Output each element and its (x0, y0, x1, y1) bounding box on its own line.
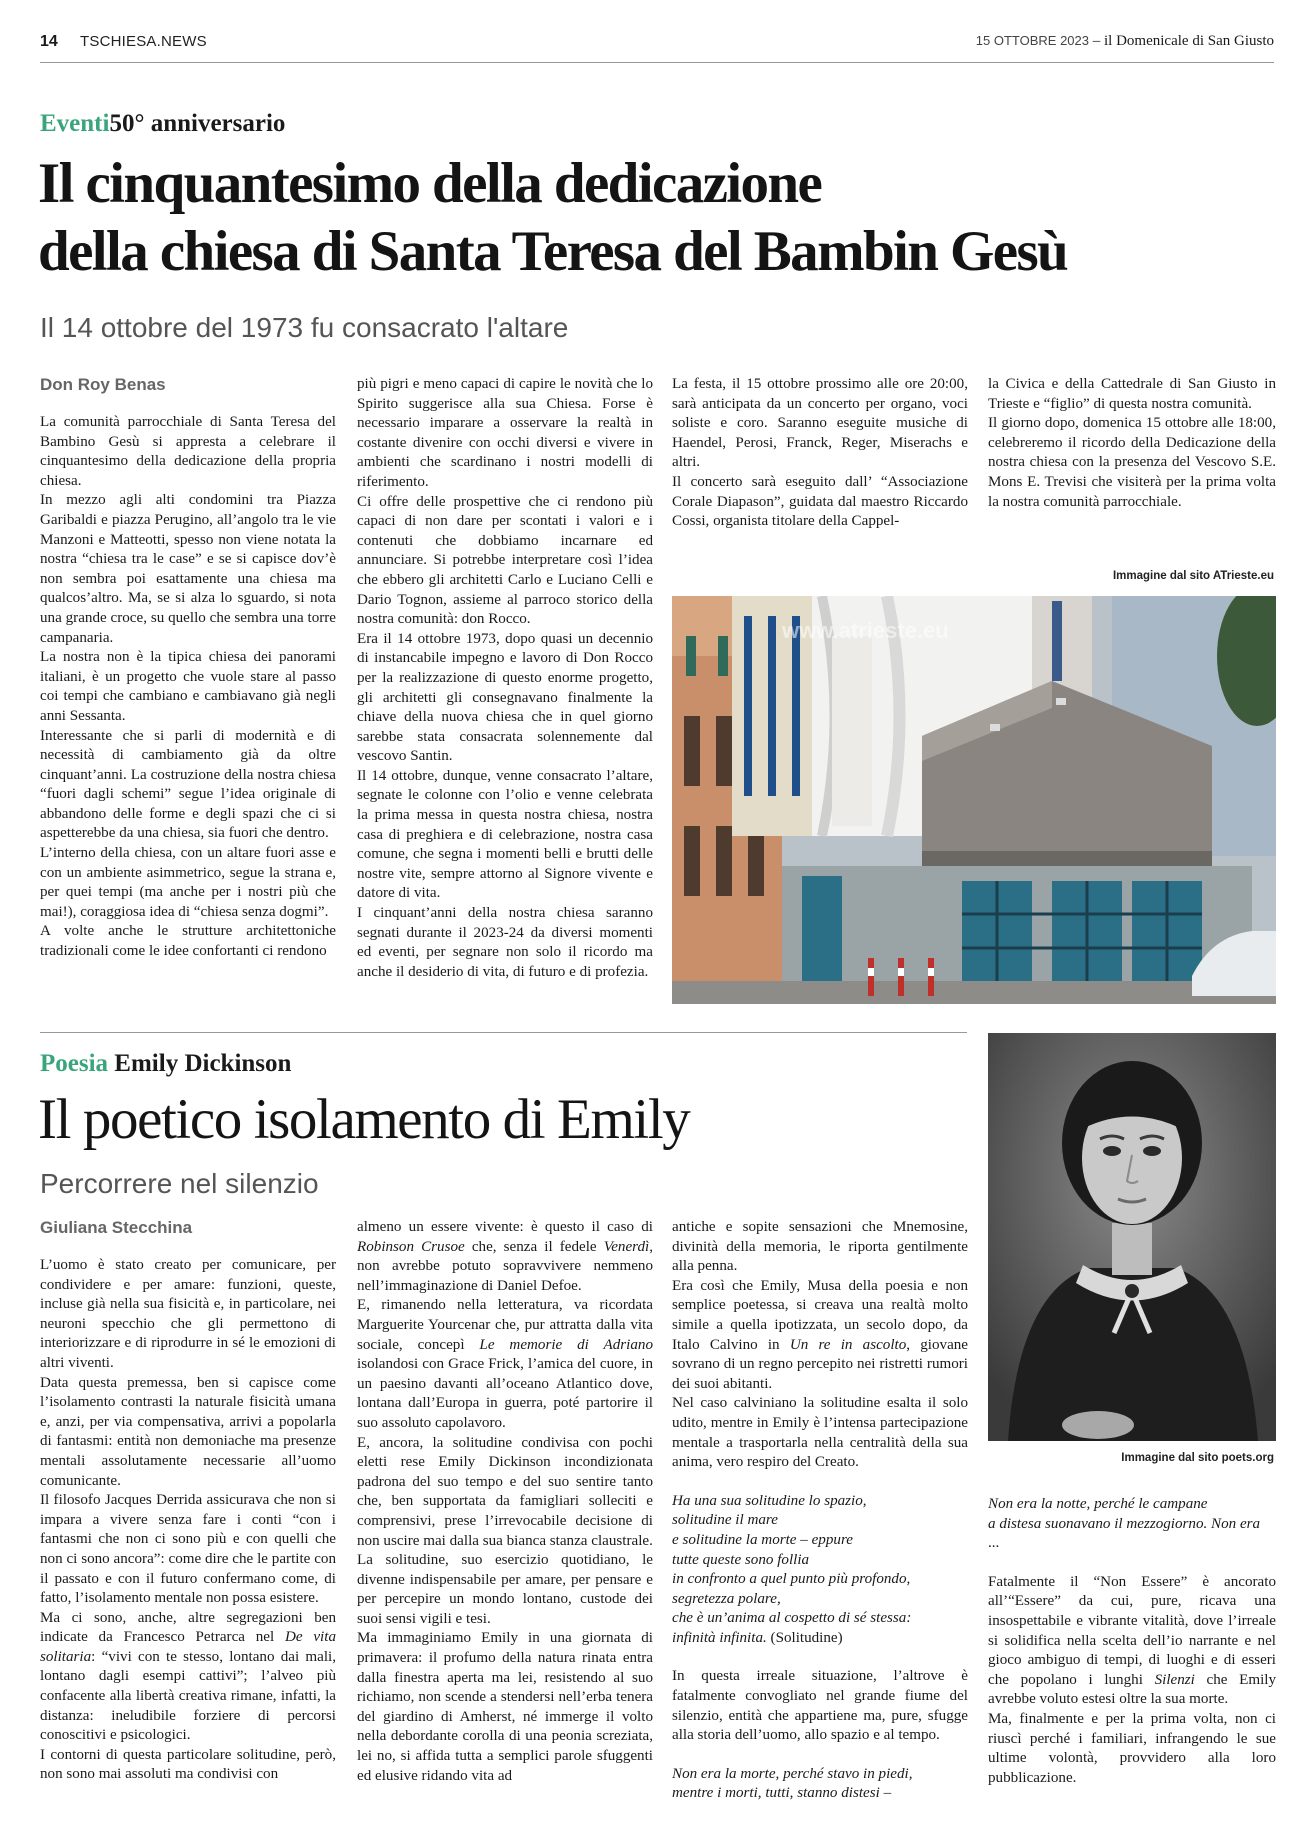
title-line-1: Il cinquantesimo della dedicazione (38, 152, 822, 215)
poem-line: mentre i morti, tutti, stanno distesi – (672, 1785, 892, 1802)
paragraph: Il concerto sarà eseguito dall’ “Associazione Corale Diapason”, guidata dal maestro Riccardo Cossi, organista titolare della Cappel- (672, 473, 968, 530)
article2-subtitle: Percorrere nel silenzio (40, 1168, 319, 1199)
poem-line: segretezza polare, (672, 1590, 781, 1607)
text-span: , giovane sovrano di un regno percepito nei ristretti rumori dei suoi abitanti. (672, 1336, 968, 1392)
kicker-section: Eventi (40, 110, 110, 137)
poem-line: Non era la morte, perché stavo in piedi, (672, 1765, 913, 1782)
poem-line: che è un’anima al cospetto di sé stessa: (672, 1610, 912, 1627)
paragraph: la Civica e della Cattedrale di San Giusto in Trieste e “figlio” di questa nostra comunità. (988, 376, 1276, 412)
paragraph: In mezzo agli alti condomini tra Piazza Garibaldi e piazza Perugino, all’angolo tra le vie Manzoni e Matteotti, spesso non viene notata la nostra “chiesa tra le case” e se si capisce dov’è non sembra poi esattamente una chiesa ma qualcos’altro. Ma, se si alza lo sguardo, si nota una grande croce, su quello che sembra una torre campanaria. (40, 492, 336, 646)
text-span: isolandosi con Grace Frick, l’amica del cuore, in un paesino davanti all’oceano Atlantico dove, lontana dall’Europa in guerra, poté partorire il suo assoluto capolavoro. (357, 1356, 653, 1431)
article1-column-2 (357, 375, 653, 1015)
issue-date (976, 33, 1274, 55)
paragraph: I cinquant’anni della nostra chiesa saranno segnati durante il 2023-24 da diversi momenti ed eventi, per segnare non solo il ricordo ma anche il desiderio di vita, di futuro e di profezia. (357, 905, 653, 980)
article1-column-4 (988, 375, 1276, 535)
paragraph: L’interno della chiesa, con un altare fuori asse e con un ambiente asimmetrico, segue la strana e, per quei tempi (ma anche per i nostri più che mai!), coraggiosa idea di “chiesa senza dogmi”. (40, 845, 336, 920)
portrait-illustration (988, 1033, 1276, 1441)
paragraph: Nel caso calviniano la solitudine esalta il solo udito, mentre in Emily è l’intensa partecipazione mentale a trasportarla nella centralità della sua anima, vero respiro del Creato. (672, 1395, 968, 1471)
book-title: Le memorie di Adriano (479, 1336, 653, 1353)
poem-line: e solitudine la morte – eppure (672, 1531, 853, 1548)
paragraph: Ma, finalmente e per la prima volta, non ci riuscì perché i familiari, infrangendo le sue ultime volontà, provvidero alla loro pubblicazione. (988, 1710, 1276, 1786)
poem-line: a distesa suonavano il mezzogiorno. Non era (988, 1515, 1261, 1532)
emily-dickinson-photo (988, 1033, 1276, 1441)
text-span: almeno un essere vivente: è questo il caso di (357, 1219, 653, 1235)
article1-photo-caption: Immagine dal sito ATrieste.eu (1112, 570, 1274, 582)
text-span: che Emily avrebbe voluto estesi oltre la sua morte. (988, 1671, 1276, 1708)
character-name: Venerdì (603, 1238, 650, 1255)
paragraph: A volte anche le strutture architettoniche tradizionali come le idee confortanti ci rendono (40, 923, 336, 960)
text-span: Fatalmente il “Non Essere” è ancorato all’“Essere” da cui, pure, ricava una insospettabile e vibrante vitalità, dove l’irreale si solidifica nella scelta dell’io narrante e nel gioco ambiguo di tempi, di luoghi e di esseri che popolano i lunghi (988, 1573, 1276, 1688)
paragraph (40, 1609, 336, 1746)
poem-line: Ha una sua solitudine lo spazio, (672, 1492, 867, 1509)
kicker-topic: 50° anniversario (109, 110, 286, 137)
book-title: Robinson Crusoe (357, 1238, 465, 1255)
poem-ellipsis: ... (988, 1535, 1000, 1552)
paragraph (672, 1277, 968, 1395)
article2-title: Il poetico isolamento di Emily (38, 1088, 690, 1151)
paragraph: Data questa premessa, ben si capisce come l’isolamento contrasti la naturale fisicità umana e, anzi, per via compensativa, arrivi a popolarla di fantasmi: entità non demoniache ma presenze mentali assolutamente necessarie all’uomo comunicante. (40, 1374, 336, 1489)
article2-photo-caption: Immagine dal sito poets.org (1121, 1452, 1274, 1464)
site-name: TSCHIESA.NEWS (80, 33, 207, 50)
article2-column-1 (40, 1256, 336, 1836)
paragraph: Ci offre delle prospettive che ci rendono più capaci di non dare per scontati i valori e i contenuti che dobbiamo incarnare ed annunciare. Si potrebbe interpretare così l’idea che ebbero gli architetti Carlo e Luciano Celli e Dario Tognon, assieme al parroco storico della nostra comunità: don Rocco. (357, 493, 653, 628)
article2-kicker (40, 1050, 291, 1078)
church-building-illustration (672, 596, 1276, 1004)
paragraph: In questa irreale situazione, l’altrove è fatalmente convogliato nel grande fiume del silenzio, entità che appartiene ma, pure, sfugge alla storia dell’uomo, allo spazio e al tempo. (672, 1668, 968, 1744)
page-number: 14 (40, 33, 58, 50)
paragraph: La festa, il 15 ottobre prossimo alle ore 20:00, sarà anticipata da un concerto per organo, voci soliste e coro. Saranno eseguite musiche di Haendel, Perosi, Franck, Reger, Miserachs e altri. (672, 376, 968, 471)
article1-column-1 (40, 413, 336, 1013)
paragraph (357, 1218, 653, 1296)
header-rule (40, 62, 1274, 63)
poem-line: solitudine il mare (672, 1512, 778, 1529)
paragraph: I contorni di questa particolare solitudine, però, non sono mai assoluti ma condivisi con (40, 1746, 336, 1783)
paragraph: Il 14 ottobre, dunque, venne consacrato l’altare, segnate le colonne con l’olio e venne celebrata la prima messa in questa nostra chiesa, nostra casa di preghiera e di celebrazione, nostra casa comune, che segna i momenti belli e brutti delle nostre vite, sempre attorno al Signore vivente e datore di vita. (357, 767, 653, 902)
publication-name: il Domenicale di San Giusto (1104, 33, 1274, 49)
article1-kicker (40, 110, 285, 138)
poem-excerpt-1 (672, 1765, 968, 1804)
paragraph: E, ancora, la solitudine condivisa con pochi eletti rese Emily Dickinson incondizionata padrona del suo tempo e del suo sentire tanto che, ben supportata da famigliari solleciti e comprensivi, prese l’irrevocabile decisione di non uscire mai dalla sua bianca stanza claustrale. (357, 1434, 653, 1549)
kicker-topic: Emily Dickinson (114, 1050, 292, 1077)
poem-source: (Solitudine) (766, 1629, 843, 1646)
paragraph: L’uomo è stato creato per comunicare, per condividere e per amare: funzioni, queste, incluse già nella sua fisicità e, in particolare, nei neuroni specchio che gli permettono di interiorizzare e di riprodurre in sé le emozioni di altri viventi. (40, 1257, 336, 1371)
poem-line: tutte queste sono follia (672, 1551, 810, 1568)
paragraph (357, 1296, 653, 1433)
article1-author: Don Roy Benas (40, 375, 166, 394)
text-span: Era così che Emily, Musa della poesia e non semplice poetessa, si creava una realtà molto simile a quella ipotizzata, un secolo dopo, da Italo Calvino in (672, 1277, 968, 1353)
text-span: E, rimanendo nella letteratura, va ricordata Marguerite Yourcenar che, pur attratta dalla vita sociale, concepì (357, 1297, 653, 1353)
photo-watermark: www.atrieste.eu (782, 618, 949, 643)
paragraph: Il giorno dopo, domenica 15 ottobre alle 18:00, celebreremo il ricordo della Dedicazione della nostra chiesa con la presenza del Vescovo S.E. Mons E. Trevisi che visiterà per la prima volta la nostra comunità parrocchiale. (988, 415, 1276, 510)
date-text: 15 OTTOBRE 2023 (975, 33, 1090, 48)
book-title: De vita solitaria (40, 1629, 336, 1665)
date-separator: – (1089, 33, 1105, 49)
article2-author: Giuliana Stecchina (40, 1218, 193, 1237)
text-span: : “vivi con te stesso, lontano dai mali, lontano dagli esempi cattivi”; l’alveo più confacente alla libertà creativa rimane, infatti, la distanza: ineludibile forziere di percorsi conoscitivi e psicologici. (40, 1648, 336, 1744)
article1-subtitle: Il 14 ottobre del 1973 fu consacrato l'altare (40, 312, 569, 343)
poem-solitudine (672, 1492, 968, 1649)
section-rule (40, 1032, 967, 1033)
article2-column-4 (988, 1495, 1276, 1836)
book-title: Un re in ascolto (789, 1336, 907, 1353)
text-span: che, senza il fedele (464, 1238, 604, 1255)
poem-line: in confronto a quel punto più profondo, (672, 1571, 911, 1588)
article1-title (38, 150, 1278, 286)
paragraph (988, 1573, 1276, 1710)
poem-excerpt-2 (988, 1495, 1276, 1554)
kicker-section: Poesia (40, 1050, 109, 1077)
paragraph: Ma immaginiamo Emily in una giornata di primavera: il profumo della natura rinata entra dalla finestra aperta ma lei, resistendo al suo richiamo, non scende a stendersi nell’erba tenera del giardino di Amherst, né immerge il volto nella debordante corolla di una peonia screziata, lei no, si affida tutta a semplici parole sfuggenti ed elusive ridando vita ad (357, 1630, 653, 1784)
paragraph: più pigri e meno capaci di capire le novità che lo Spirito suggerisce alla sua Chiesa. Forse è necessario imparare a osservare la realtà in costante divenire con occhi diversi e vivere in ambienti che scardinano i nostri modelli di riferimento. (357, 376, 653, 490)
paragraph: La comunità parrocchiale di Santa Teresa del Bambino Gesù si appresta a celebrare il cinquantesimo della dedicazione della propria chiesa. (40, 414, 336, 489)
poem-line: Non era la notte, perché le campane (988, 1496, 1208, 1512)
text-span: , non avrebbe potuto sopravvivere nemmeno nell’immaginazione di Daniel Defoe. (357, 1238, 653, 1294)
article2-column-2 (357, 1218, 653, 1836)
text-span: Ma ci sono, anche, altre segregazioni ben indicate da Francesco Petrarca nel (40, 1609, 336, 1646)
paragraph: La solitudine, suo esercizio quotidiano, le divenne indispensabile per amare, per pensare e per percepire un mondo lontano, custode dei suoi sensi vigili e tesi. (357, 1552, 653, 1627)
title-line-2: della chiesa di Santa Teresa del Bambin Gesù (38, 220, 1068, 283)
paragraph: Il filosofo Jacques Derrida assicurava che non si impara a vivere senza fare i conti “con i fantasmi che non ci sono più e con quelli che non ci sono ancora”: come dire che le partite con il passato e con il futuro confermano come, di fatto, l’isolamento mentale non possa esistere. (40, 1492, 336, 1607)
paragraph: Era il 14 ottobre 1973, dopo quasi un decennio di instancabile impegno e lavoro di Don Rocco per la realizzazione di questo enorme progetto, gli architetti gli consegnavano finalmente la chiave della nuova chiesa che in quel giorno sarebbe stata consacrata solennemente dal vescovo Santin. (357, 630, 653, 765)
article2-column-3 (672, 1218, 968, 1836)
paragraph: La nostra non è la tipica chiesa dei panorami italiani, è un progetto che vuole stare al passo coi tempi che cambiano e cambiavano già negli anni Sessanta. (40, 649, 336, 724)
paragraph: Interessante che si parli di modernità e di necessità di cambiamento già da oltre cinquant’anni. La costruzione della nostra chiesa “fuori dagli schemi” segue l’idea originale di abbandono delle forme e degli spazi che ci si aspetterebbe da una chiesa, sia fuori che dentro. (40, 727, 336, 842)
book-title: Silenzi (1154, 1671, 1195, 1688)
church-photo (672, 596, 1276, 1004)
article1-column-3 (672, 375, 968, 535)
poem-line: infinità infinita. (672, 1629, 767, 1646)
paragraph: antiche e sopite sensazioni che Mnemosine, divinità della memoria, le riporta gentilmente alla penna. (672, 1219, 968, 1275)
